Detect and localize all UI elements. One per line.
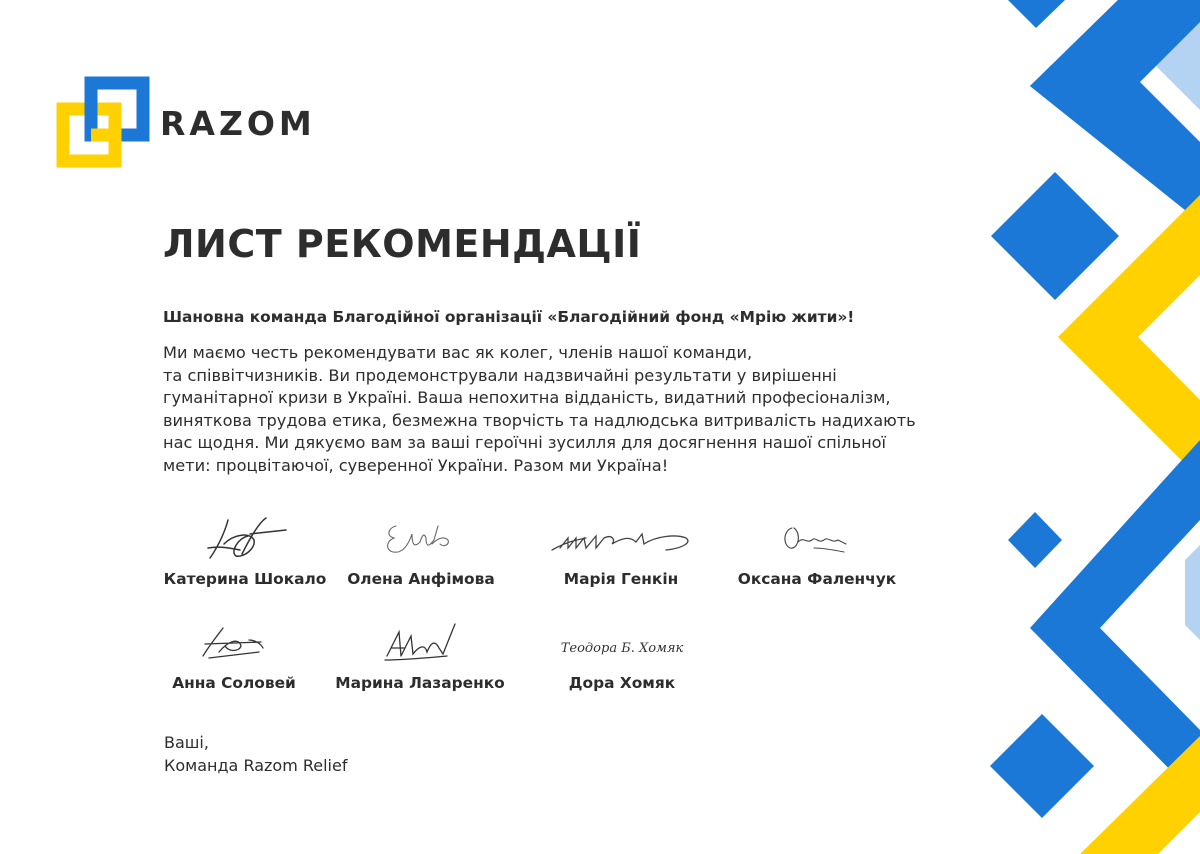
signer-name: Дора Хомяк <box>568 674 676 692</box>
signature-4-icon <box>762 514 872 566</box>
razom-logo <box>56 76 336 172</box>
body-line: виняткова трудова етика, безмежна творчість та надлюдська витривалість надихають <box>163 410 916 430</box>
signer-2 <box>326 514 516 588</box>
body-line: та співвітчизників. Ви продемонстрували надзвичайні результати у вирішенні <box>163 365 837 385</box>
signer-3 <box>526 514 716 588</box>
razom-logo-mark-icon <box>56 76 156 172</box>
signature-2-icon <box>366 514 476 566</box>
signer-name: Оксана Фаленчук <box>737 570 897 588</box>
signer-name: Олена Анфімова <box>347 570 495 588</box>
closing-line: Ваші, <box>164 733 209 752</box>
signature-3-icon <box>546 514 696 566</box>
letter-body <box>163 342 963 478</box>
body-line: Ми маємо честь рекомендувати вас як колег, членів нашої команди, <box>163 343 753 362</box>
svg-text:Теодора Б. Хомяк: Теодора Б. Хомяк <box>560 641 684 656</box>
signature-5-icon <box>179 618 289 670</box>
signer-6 <box>325 618 515 692</box>
signature-6-icon <box>365 618 475 670</box>
signer-name: Анна Соловей <box>172 674 296 692</box>
body-line: нас щодня. Ми дякуємо вам за ваші героїчні зусилля для досягнення нашої спільної <box>163 433 887 453</box>
decorative-pattern <box>990 0 1200 854</box>
signer-7 <box>527 618 717 692</box>
signer-name: Марія Генкін <box>563 570 679 588</box>
salutation: Шановна команда Благодійної організації «Благодійний фонд «Мрію жити»! <box>163 308 855 326</box>
logo-wordmark: RAZOM <box>160 104 316 143</box>
signer-name: Марина Лазаренко <box>335 674 505 692</box>
signer-4 <box>722 514 912 588</box>
body-line: гуманітарної кризи в Україні. Ваша непохитна відданість, видатний професіоналізм, <box>163 388 891 408</box>
signature-1-icon <box>190 514 300 566</box>
signer-1 <box>150 514 340 588</box>
signer-name: Катерина Шокало <box>163 570 327 588</box>
signer-5 <box>139 618 329 692</box>
page-title: ЛИСТ РЕКОМЕНДАЦІЇ <box>163 222 642 266</box>
closing <box>164 731 347 777</box>
signature-7-icon <box>552 618 692 670</box>
closing-line: Команда Razom Relief <box>164 756 348 775</box>
body-line: мети: процвітаючої, суверенної України. Разом ми Україна! <box>163 455 669 475</box>
